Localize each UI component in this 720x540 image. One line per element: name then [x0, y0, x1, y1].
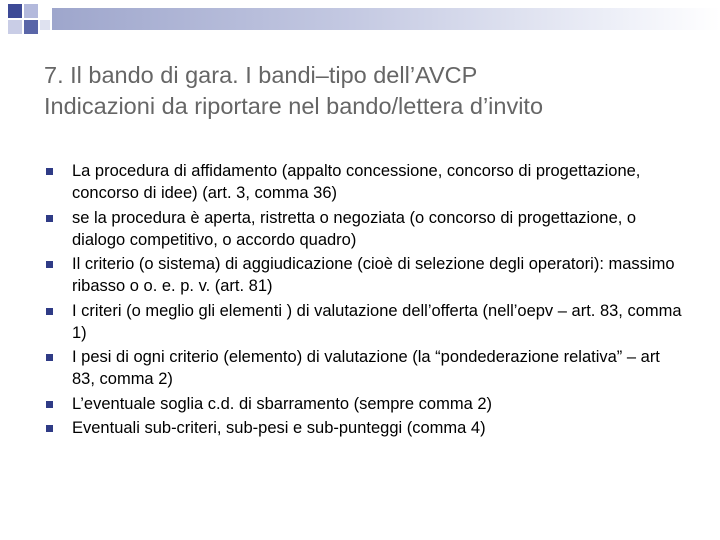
- decor-square-light: [24, 4, 38, 18]
- list-item: [46, 160, 686, 204]
- square-bullet-icon: [46, 261, 53, 268]
- decor-square-light: [8, 20, 22, 34]
- slide-title-line: 7. Il bando di gara. I bandi–tipo dell’AVCP: [44, 62, 478, 88]
- list-item-text: La procedura di affidamento (appalto concessione, concorso di progettazione, concorso di idee) (art. 3, comma 36): [72, 162, 641, 202]
- bullet-list: [46, 160, 686, 442]
- list-item-text: Eventuali sub-criteri, sub-pesi e sub-punteggi (comma 4): [72, 419, 486, 437]
- square-bullet-icon: [46, 215, 53, 222]
- decor-square-dark: [8, 4, 22, 18]
- decor-square-light: [40, 20, 50, 30]
- slide-title: [44, 60, 694, 122]
- list-item-text: I pesi di ogni criterio (elemento) di valutazione (la “pondederazione relativa” – art 83, comma 2): [72, 348, 660, 388]
- list-item-text: I criteri (o meglio gli elementi ) di valutazione dell’offerta (nell’oepv – art. 83, comma 1): [72, 301, 682, 342]
- list-item: [46, 417, 686, 439]
- list-item: [46, 393, 686, 415]
- header-gradient-bar: [52, 8, 720, 30]
- list-item-text: L’eventuale soglia c.d. di sbarramento (sempre comma 2): [72, 394, 493, 413]
- square-bullet-icon: [46, 401, 53, 408]
- square-bullet-icon: [46, 308, 53, 315]
- list-item-text: Il criterio (o sistema) di aggiudicazione (cioè di selezione degli operatori): massimo ribasso o o. e. p. v. (art. 81): [72, 255, 675, 295]
- list-item: [46, 253, 686, 297]
- list-item: [46, 207, 686, 251]
- square-bullet-icon: [46, 354, 53, 361]
- list-item: [46, 300, 686, 344]
- square-bullet-icon: [46, 425, 53, 432]
- list-item: [46, 346, 686, 390]
- square-bullet-icon: [46, 168, 53, 175]
- slide-title-line: Indicazioni da riportare nel bando/lettera d’invito: [44, 93, 544, 119]
- list-item-text: se la procedura è aperta, ristretta o negoziata (o concorso di progettazione, o dialogo competitivo, o accordo quadro): [72, 208, 637, 249]
- decor-square-dark: [24, 20, 38, 34]
